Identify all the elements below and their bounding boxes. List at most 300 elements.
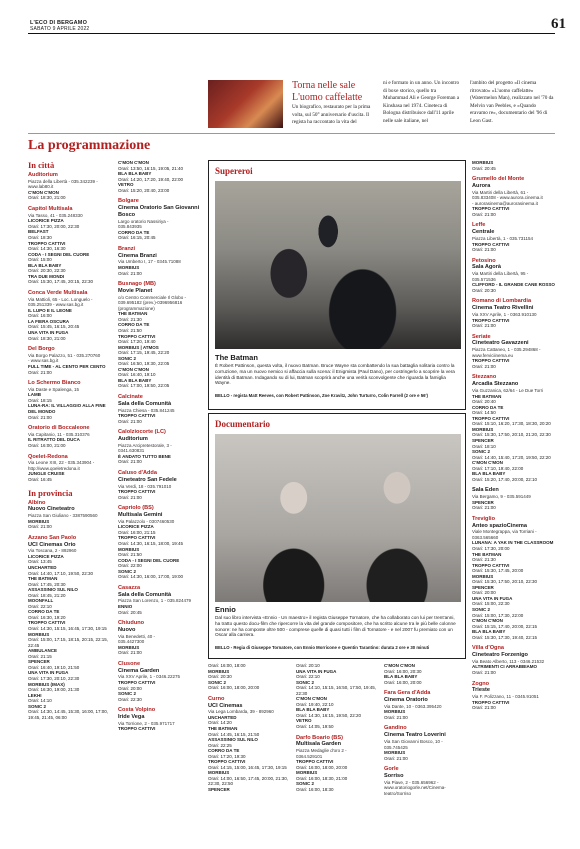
film-title: SONIC 2 <box>296 781 315 787</box>
venue-address: Via Dante, 10 - 0363.395420 <box>384 703 442 709</box>
venue-entry <box>28 500 113 530</box>
film-listing <box>472 438 557 449</box>
film-listing <box>28 554 113 565</box>
film-title: TROPPO CATTIVI <box>28 240 66 246</box>
venue-address: - aurorasinema@aurorasinema.it <box>472 200 538 206</box>
venue-address: Piazza Cattaneo, 1 - 035.294868 - <box>472 347 541 353</box>
venue-location: Petosino <box>472 257 496 264</box>
film-times: Orari: 21:00 <box>28 524 52 530</box>
film-times: Orari: 21:00 <box>472 211 496 217</box>
feature-label: Documentario <box>215 419 270 429</box>
film-listing <box>472 563 557 574</box>
film-title: TROPPO CATTIVI <box>118 726 156 732</box>
film-times: Orari: 16:30, 19:00, 21:30 <box>28 687 80 693</box>
venue-entry <box>384 663 469 685</box>
issue-date: SABATO 9 APRILE 2022 <box>30 26 90 32</box>
film-times: Orari: 20:45 <box>472 165 496 171</box>
film-title: IL RITRATTO DEL DUCA <box>28 437 80 443</box>
film-times: Orari: 15:30, 17:50, 20:10, 22:30 <box>472 579 538 585</box>
venue-address: Largo oratorio Nassiriya - <box>118 218 169 224</box>
venue-entry <box>28 380 113 420</box>
film-times: Orari: 21:00 <box>384 714 408 720</box>
film-title: MORBIUS <box>384 709 406 715</box>
film-listing <box>208 715 293 726</box>
venue-address: Via San Giovanni Bosco, 10 - <box>384 739 443 745</box>
venue-address: 035.833408 - www.aurora.cinema.it <box>472 195 543 201</box>
film-times: Orari: 16:00, 20:30 <box>384 668 422 674</box>
film-title: IL LUPO E IL LEONE <box>28 307 72 313</box>
film-times: Orari: 21:30 <box>472 557 496 563</box>
film-listing <box>118 230 203 241</box>
venue-address: Via Tasso, 41 - 035.248330 <box>28 212 83 218</box>
listing-column-1 <box>28 160 113 840</box>
film-title: MORBIUS <box>118 644 140 650</box>
venue-address: Via Martiri della Libertà, 95 - <box>472 271 529 277</box>
venue-cinema: Cinema Teatro Rivellini <box>472 305 534 312</box>
film-title: MORBIUS <box>472 426 494 432</box>
venue-location: Lo Schermo Bianco <box>28 380 81 387</box>
film-listing <box>118 345 203 356</box>
film-listing <box>118 547 203 558</box>
venue-address: Via Palazzolo - 0307460530 <box>118 518 175 524</box>
film-times: Orari: 17:10, 19:40, 22:00 <box>472 465 524 471</box>
film-listing <box>118 367 203 378</box>
film-title: UNA VITA IN FUGA <box>28 670 69 676</box>
film-times: Orari: 14:30, 16:15, 19:50, 22:20 <box>296 712 362 718</box>
venue-entry <box>28 346 113 375</box>
film-title: THE BATMAN <box>472 551 502 557</box>
film-title: BLA BLA BABY <box>28 262 62 268</box>
venue-address: Via F. Polizzano, 11 - 0345.91051 <box>472 694 539 700</box>
film-title: TROPPO CATTIVI <box>472 415 510 421</box>
film-listing <box>208 726 293 737</box>
venue-cinema: Cinema Oratorio <box>384 696 428 703</box>
film-title: THE BATMAN <box>208 725 238 731</box>
film-times: Orari: 21:00 <box>472 705 496 711</box>
film-times: Orari: 21:00 <box>472 505 496 511</box>
film-listing <box>28 620 113 631</box>
promo-photo <box>208 80 283 128</box>
film-listing <box>208 669 293 680</box>
film-times: Orari: 21:00 <box>28 414 52 420</box>
film-times: Orari: 14:05, 19:50 <box>296 724 334 730</box>
film-title: THE BATMAN <box>118 311 148 317</box>
film-listing <box>118 558 203 569</box>
venue-address: Via Bergamo, 9 - 035.591449 <box>472 494 531 500</box>
film-title: TROPPO CATTIVI <box>118 489 156 495</box>
venue-cinema: UCI Cinemas <box>208 702 243 709</box>
film-title: MORBIUS <box>472 160 494 165</box>
film-times: Orari: 14:15, 15:00, 16:45, 17:30, 19:15 <box>208 764 287 770</box>
film-listing <box>472 585 557 596</box>
venue-entry <box>118 505 203 580</box>
film-title: BLA BLA BABY <box>118 377 152 383</box>
top-rule <box>28 33 555 34</box>
venue-entry <box>472 258 557 294</box>
film-title: CORRO DA TE <box>118 322 150 328</box>
film-times: Orari: 15:00, 17:15, 18:15, 20:15, 22:15, 22:45 <box>28 637 109 648</box>
film-title: È ANDATO TUTTO BENE <box>118 453 171 459</box>
film-title: TROPPO CATTIVI <box>118 333 156 339</box>
venue-location: Villa d'Ogna <box>472 645 505 652</box>
venue-entry <box>472 176 557 217</box>
film-listing <box>28 229 113 240</box>
film-listing <box>28 693 113 704</box>
film-times: Orari: 21:00 <box>118 270 142 276</box>
film-title: BELFAST <box>28 229 49 235</box>
venue-address: 035.571536 <box>472 276 496 282</box>
venue-address: http://www.qoeletredona.it <box>28 465 80 471</box>
venue-address: 0363.565660 <box>472 534 499 540</box>
venue-entry <box>118 281 203 389</box>
venue-address: Piazza San Lorenzo, 1 - 035.824479 <box>118 598 192 604</box>
feature-box-ennio <box>208 413 466 659</box>
film-listing <box>384 674 469 685</box>
film-title: C'MON C'MON <box>296 696 327 702</box>
film-listing <box>28 565 113 576</box>
film-times: Orari: 16:00, 18:00, 20:00 <box>296 764 348 770</box>
film-times: Orari: 14:30, 15:15, 16:45, 17:30, 19:15 <box>28 626 107 632</box>
venue-location: Caluso d'Adda <box>118 470 157 476</box>
film-times: Orari: 21:00 <box>472 323 496 329</box>
film-title: C'MON C'MON <box>118 366 149 372</box>
film-title: MORBIUS <box>208 668 230 674</box>
newspaper-name: L'ECO DI BERGAMO <box>30 20 88 26</box>
ennio-photo <box>215 434 461 602</box>
film-times: Orari: 16:40, 19:10 <box>118 372 156 378</box>
film-title: TROPPO CATTIVI <box>472 358 510 364</box>
film-listing <box>208 737 293 748</box>
venue-entry <box>384 690 469 720</box>
venue-location: Busnago (MB) <box>118 281 156 288</box>
film-times: Orari: 16:00, 18:30 <box>296 786 334 792</box>
venue-location: Branzi <box>118 245 136 252</box>
film-times: Orari: 15:20, 17:40, 20:00, 22:10 <box>472 476 538 482</box>
film-times: Orari: 20:30 <box>208 674 232 680</box>
venue-address: Via Beato Alberto, 113 - 0346.21532 <box>472 658 545 664</box>
film-title: UNCHARTED <box>208 714 237 720</box>
film-title: SONIC 2 <box>28 703 47 709</box>
venue-location: Capitol Multisala <box>28 205 73 212</box>
film-title: CODA - I SEGNI DEL CUORE <box>28 251 90 257</box>
film-title: LICORICE PIZZA <box>28 218 64 224</box>
film-times: Orari: 22:10 <box>28 603 52 609</box>
venue-cinema: Cinema Branzi <box>118 252 157 259</box>
venue-address: 0341.630831 <box>118 448 145 454</box>
film-listing <box>118 378 203 389</box>
venue-cinema: Sala Eden <box>472 487 499 494</box>
film-title: CODA - I SEGNI DEL CUORE <box>118 557 180 563</box>
film-title: MORBIUS <box>384 750 406 756</box>
film-times: Orari: 18:45, 21:20 <box>28 592 66 598</box>
film-title: ALTRIMENTI CI ARRABBIAMO <box>472 664 537 670</box>
film-listing <box>472 460 557 471</box>
film-times: Orari: 16:45 <box>28 477 52 482</box>
film-listing <box>118 356 203 367</box>
film-times: Orari: 21:30 <box>118 316 142 322</box>
film-listing <box>472 206 557 217</box>
venue-address: 035.251339 - www.sas.bg.it <box>28 302 84 308</box>
venue-entry <box>472 160 557 171</box>
film-times: Orari: 15:15, 17:40, 20:00, 22:15 <box>472 623 538 629</box>
film-listing <box>208 680 293 691</box>
venue-address: (programmazione) <box>118 305 155 311</box>
film-times: Orari: 21:50 <box>118 327 142 333</box>
film-title: BLA BLA BABY <box>472 471 506 477</box>
film-listing <box>28 632 113 649</box>
film-title: UNCHARTED <box>28 565 57 571</box>
venue-location: Costa Volpino <box>118 707 156 714</box>
film-listing <box>472 282 557 293</box>
film-listing <box>28 704 113 721</box>
film-times: Orari: 18:15 <box>28 397 52 403</box>
venue-entry <box>208 696 293 793</box>
film-listing <box>472 596 557 607</box>
film-title: MORBIUS <box>472 573 494 579</box>
film-listing <box>208 770 293 787</box>
film-title: TRA DUE MONDI <box>28 273 65 279</box>
film-times: Orari: 21:00 <box>28 369 52 375</box>
film-title: SPENCER <box>28 659 50 665</box>
film-title: CORRO DA TE <box>118 229 150 235</box>
film-times: Orari: 20:30 <box>472 287 496 293</box>
venue-cinema: Sorriso <box>384 773 404 779</box>
film-title: LEKHI <box>28 692 42 698</box>
film-times: Orari: 17:45, 20:30 <box>28 581 66 587</box>
listing-column-5 <box>384 663 469 840</box>
venue-entry <box>118 198 203 241</box>
venue-entry <box>208 663 293 691</box>
venue-cinema: Centrale <box>472 229 495 236</box>
venue-cinema: Auditorium <box>118 436 148 443</box>
film-title: C'MON C'MON <box>28 189 59 195</box>
film-times: Orari: 20:00 <box>472 590 496 596</box>
venue-address: Via Daste e Spalenga, 15 <box>28 386 79 392</box>
film-title: TROPPO CATTIVI <box>28 620 66 626</box>
film-listing <box>472 629 557 640</box>
venue-location: Zogno <box>472 680 490 687</box>
film-title: AMBULANCE <box>28 648 57 654</box>
film-listing <box>28 241 113 252</box>
venue-location: Conca Verde Multisala <box>28 289 88 296</box>
film-listing <box>384 663 469 674</box>
film-listing <box>28 587 113 598</box>
venue-address: Via Mattioli, 65 - Loc. Longuelo - <box>28 296 93 302</box>
film-title: TROPPO CATTIVI <box>296 759 334 765</box>
film-title: BLA BLA BABY <box>384 674 418 680</box>
section-rule <box>28 133 555 134</box>
film-times: Orari: 16:00, 21:00 <box>28 443 66 449</box>
film-listing <box>28 252 113 263</box>
film-times: Orari: 14:30, 16:30 <box>28 246 66 252</box>
film-times: Orari: 21:00 <box>472 670 496 675</box>
venue-location: Romano di Lombardia <box>472 298 532 305</box>
venue-location: Calcinate <box>118 393 143 400</box>
film-title: ASSASSINIO SUL NILO <box>28 587 78 593</box>
film-listing <box>472 540 557 551</box>
venue-entry <box>472 645 557 675</box>
film-times: Orari: 21:00 <box>118 459 142 465</box>
film-title: UNA VITA IN FUGA <box>296 668 337 674</box>
film-listing <box>472 700 557 711</box>
film-times: Orari: 15:20, 20:40, 23:00 <box>118 187 170 193</box>
venue-location: Del Borgo <box>28 346 55 353</box>
listing-column-6 <box>472 160 557 840</box>
film-times: Orari: 17:20, 19:40 <box>118 339 156 345</box>
feature-film-desc: È Robert Pattinson, questa volta, il nuovo Batman. Bruce Wayne sta combattendo la sua battaglia solitaria contro la corruzione, ma un nuovo nemico si affaccia sulla scena: il Enigmista (Paul Dano), per costringerlo a scoprire la vera identità di Batman. Indagando su di lui, Batman scoprirà anche una verità sconvolgente che riguarda la famiglia Wayne. <box>215 363 455 386</box>
film-times: Orari: 22:00 <box>118 563 142 569</box>
venue-address: Piazza della Libertà - 035.342239 - <box>28 178 98 184</box>
film-listing <box>28 330 113 341</box>
venue-address: Piazza Medaglie d'oro 2 - <box>296 748 347 754</box>
film-listing <box>208 748 293 759</box>
film-times: Orari: 14:30, 14:45, 15:30, 16:00, 17:00, 19:45, 21:45, 06:00 <box>28 709 109 720</box>
film-listing <box>28 437 113 448</box>
film-listing <box>208 759 293 770</box>
venue-location: Casazza <box>118 584 141 591</box>
film-title: SPENCER <box>472 437 494 443</box>
film-times: Orari: 17:30, 20:00 <box>472 546 510 552</box>
feature-film-credit: BELLO - regista Matt Reeves, con Robert Pattinson, Zoe Kravitz, John Turturro, Colin Farrell (2 ore e 56') <box>215 393 428 398</box>
film-times: Orari: 22:25 <box>208 742 232 748</box>
film-times: Orari: 15:30, 17:45, 20:15, 22:30 <box>28 279 94 285</box>
film-listing <box>472 416 557 427</box>
film-times: Orari: 20:45 <box>118 609 142 615</box>
film-title: TROPPO CATTIVI <box>472 317 510 323</box>
venue-entry <box>118 661 203 702</box>
film-times: Orari: 15:45, 16:15, 20:45 <box>28 324 80 330</box>
film-title: SPENCER <box>472 499 494 505</box>
venue-address: 035.4427300 <box>118 639 145 645</box>
film-times: Orari: 14:10, 15:15, 16:50, 17:50, 19:45, 22:30 <box>296 685 377 696</box>
venue-entry <box>28 172 113 201</box>
film-times: Orari: 14:30, 16:15, 18:00, 19:45 <box>118 541 184 547</box>
venue-cinema: Cinema Garden <box>118 667 160 674</box>
venue-address: Via Verdi, 18 - 035.791010 <box>118 483 172 489</box>
film-listing <box>472 664 557 675</box>
film-title: C'MON C'MON <box>384 663 415 668</box>
film-title: BLA BLA BABY <box>296 707 330 713</box>
film-title: LAMB <box>28 392 41 398</box>
film-times: Orari: 15:00, 22:30 <box>472 601 510 607</box>
film-title: SPENCER <box>472 584 494 590</box>
film-title: THE BATMAN <box>472 393 502 399</box>
film-title: CORRO DA TE <box>472 404 504 410</box>
film-times: Orari: 16:40, 19:10, 21:50 <box>28 664 80 670</box>
film-times: Orari: 21:50 <box>118 552 142 558</box>
listing-column-4 <box>296 663 381 840</box>
film-listing <box>472 471 557 482</box>
film-listing <box>118 311 203 322</box>
film-title: MORBIUS <box>28 518 50 524</box>
film-listing <box>472 394 557 405</box>
film-listing <box>28 190 113 201</box>
film-times: Orari: 13:45 <box>28 559 52 565</box>
feature-film-title: Ennio <box>215 605 236 614</box>
film-times: Orari: 14:40, 15:40, 17:20, 19:50, 22:20 <box>472 454 551 460</box>
venue-entry <box>118 470 203 500</box>
venue-location: Clusone <box>118 660 141 667</box>
film-title: SONIC 2 <box>472 449 491 455</box>
film-listing <box>384 709 469 720</box>
venue-location: Curno <box>208 695 225 702</box>
film-times: Orari: 16:00, 18:30, 21:00 <box>296 775 348 781</box>
film-title: C'MON C'MON <box>118 160 149 165</box>
film-listing <box>296 718 381 729</box>
film-listing <box>472 427 557 438</box>
venue-address: Via Lega Lombarda, 39 - 892960 <box>208 709 274 715</box>
venue-address: Via XXV Aprile, 1 - 0363.910130 <box>472 312 537 318</box>
film-times: Orari: 15:00, 17:30, 22:00 <box>472 612 524 618</box>
film-listing <box>472 358 557 369</box>
venue-address: teatro/Sorriso <box>384 790 412 796</box>
venue-address: Via Toscana, 2 - 892960 <box>28 548 77 554</box>
venue-address: - www.sas.bg.it <box>28 358 59 364</box>
film-listing <box>28 364 113 375</box>
venue-location: Darfo Boario (BS) <box>296 734 343 741</box>
film-times: Orari: 22:30 <box>118 696 142 702</box>
film-title: TROPPO CATTIVI <box>118 535 156 541</box>
venue-cinema: Arcadia Stezzano <box>472 381 519 388</box>
feature-film-credit: BELLO - Regia di Giuseppe Tornatore, con Ennio Morricone e Quentin Tarantino: durata 2 ore e 30 minuti <box>215 645 430 650</box>
film-listing <box>28 609 113 620</box>
film-times: Orari: 14:30, 16:00, 17:00, 19:00 <box>118 574 184 580</box>
film-listing <box>28 403 113 420</box>
venue-entry <box>472 516 557 641</box>
venue-location: Treviglio <box>472 515 496 522</box>
film-title: SONIC 2 <box>118 355 137 361</box>
venue-cinema: Sala Agorà <box>472 264 502 271</box>
film-listing <box>472 574 557 585</box>
film-times: Orari: 18:10 <box>472 443 496 449</box>
film-title: CLIFFORD - IL GRANDE CANE ROSSO <box>472 282 555 288</box>
film-listing <box>118 454 203 465</box>
venue-entry <box>118 429 203 465</box>
feature-film-desc: Dal suo libro intervista «Ennio - Un maestro» il regista Giuseppe Tornatore, che ha collaborato con lui per trent'anni, ha tratto questo docu-film che ripercorre la vita del grande compositore, che ha scritto alcune tra le più belle colonne sonore: ne ha composte oltre 500 - comprese quelle di quasi tutti i film di Tornatore - e nel 2007 fu premiato con un Oscar alla carriera. <box>215 615 456 638</box>
venue-location: Grumello del Monte <box>472 176 525 183</box>
film-listing <box>384 750 469 761</box>
venue-entry <box>384 725 469 761</box>
film-times: Orari: 15:30, 17:45, 20:00 <box>472 568 524 574</box>
venue-entry <box>472 487 557 510</box>
film-title: MORBIUS <box>118 546 140 552</box>
venue-address: 039.695182 (prev.)-0396956816 <box>118 300 183 306</box>
film-times: Orari: 16:00, 21:15 <box>118 529 156 535</box>
film-listing <box>28 274 113 285</box>
venue-address: Via Martiri della Libertà, 61 - <box>472 189 529 195</box>
venue-location: Chiuduno <box>118 620 145 627</box>
venue-location: Oratorio di Boccaleone <box>28 425 90 432</box>
film-title: SONIC 2 <box>118 568 137 574</box>
film-times: Orari: 14:40, 17:10, 19:50, 22:30 <box>28 570 94 576</box>
film-times: Orari: 17:30, 20:10, 22:30 <box>28 675 80 681</box>
film-listing <box>296 707 381 718</box>
film-listing <box>118 535 203 546</box>
feature-label: Supereroi <box>215 166 253 176</box>
film-times: Orari: 21:00 <box>472 247 496 253</box>
venue-location: Gorle <box>384 766 399 773</box>
film-listing <box>118 726 203 732</box>
film-title: MORBIUS (IMAX) <box>28 681 65 687</box>
film-listing <box>472 552 557 563</box>
film-times: Orari: 17:30, 20:00, 22:30 <box>28 223 80 229</box>
film-listing <box>118 645 203 656</box>
venue-entry <box>28 454 113 483</box>
venue-location: Capriolo (BS) <box>118 505 154 512</box>
film-listing <box>296 680 381 697</box>
film-listing <box>118 160 203 171</box>
venue-address: 035.745425 <box>384 744 408 750</box>
